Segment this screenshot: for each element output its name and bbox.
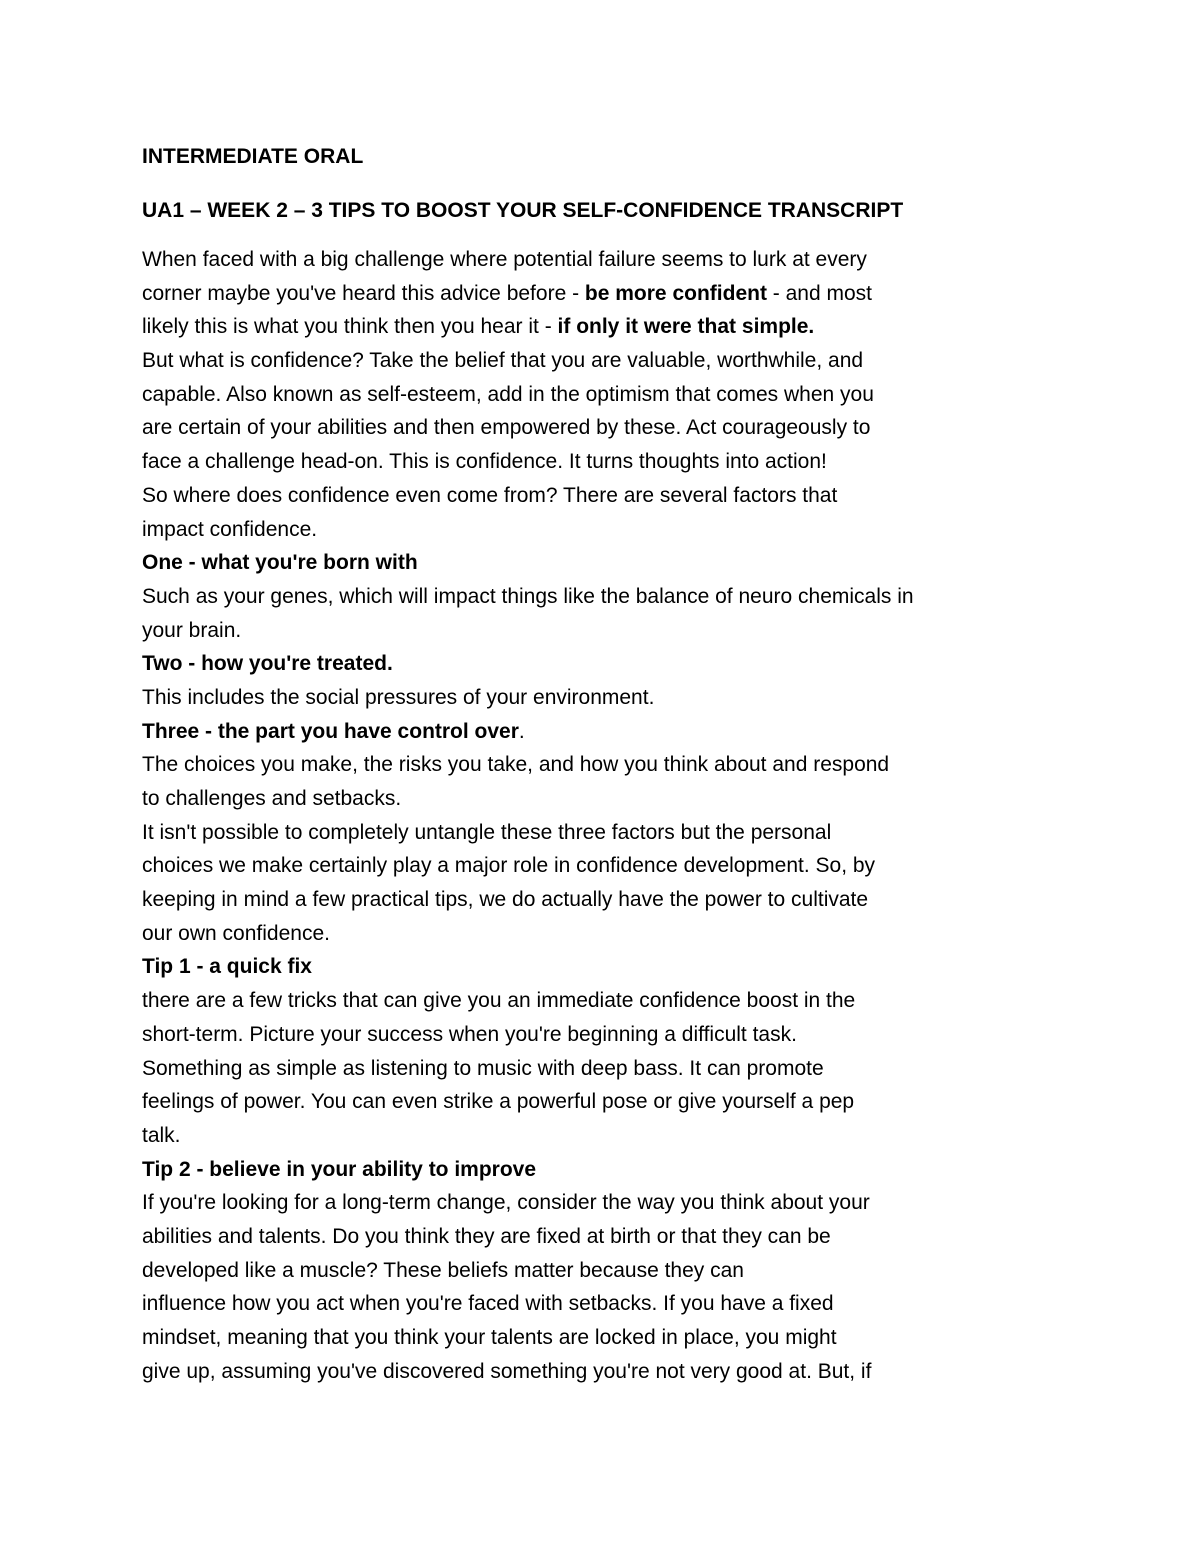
- transcript-line: [142, 715, 1082, 749]
- text-segment: The choices you make, the risks you take, and how you think about and respond: [142, 753, 890, 777]
- transcript-line: [142, 1355, 1082, 1389]
- text-segment: developed like a muscle? These beliefs matter because they can: [142, 1258, 744, 1282]
- bold-text-segment: One - what you're born with: [142, 551, 418, 575]
- text-segment: Something as simple as listening to music with deep bass. It can promote: [142, 1056, 824, 1080]
- transcript-line: [142, 513, 1082, 547]
- document-title: INTERMEDIATE ORAL: [142, 145, 364, 168]
- text-segment: talk.: [142, 1123, 181, 1147]
- transcript-line: [142, 310, 1082, 344]
- text-segment: capable. Also known as self-esteem, add in the optimism that comes when you: [142, 382, 874, 406]
- text-segment: your brain.: [142, 618, 242, 642]
- text-segment: It isn't possible to completely untangle these three factors but the personal: [142, 820, 832, 844]
- transcript-line: [142, 917, 1082, 951]
- transcript-line: [142, 445, 1082, 479]
- text-segment: feelings of power. You can even strike a powerful pose or give yourself a pep: [142, 1090, 855, 1114]
- transcript-line: [142, 1085, 1082, 1119]
- transcript-line: [142, 1220, 1082, 1254]
- text-segment: influence how you act when you're faced with setbacks. If you have a fixed: [142, 1292, 834, 1316]
- bold-text-segment: Two - how you're treated.: [142, 652, 393, 676]
- document-subtitle: UA1 – WEEK 2 – 3 TIPS TO BOOST YOUR SELF-CONFIDENCE TRANSCRIPT: [142, 199, 904, 222]
- transcript-line: [142, 411, 1082, 445]
- transcript-line: [142, 681, 1082, 715]
- bold-text-segment: Tip 2 - believe in your ability to improve: [142, 1157, 537, 1181]
- transcript-line: [142, 950, 1082, 984]
- transcript-line: [142, 1287, 1082, 1321]
- text-segment: short-term. Picture your success when you're beginning a difficult task.: [142, 1022, 797, 1046]
- text-segment: likely this is what you think then you hear it -: [142, 315, 558, 339]
- transcript-line: [142, 883, 1082, 917]
- text-segment: If you're looking for a long-term change, consider the way you think about your: [142, 1191, 870, 1215]
- transcript-line: [142, 1119, 1082, 1153]
- transcript-line: [142, 1321, 1082, 1355]
- text-segment: abilities and talents. Do you think they are fixed at birth or that they can be: [142, 1224, 831, 1248]
- bold-text-segment: be more confident: [584, 281, 767, 305]
- text-segment: are certain of your abilities and then empowered by these. Act courageously to: [142, 416, 871, 440]
- transcript-line: [142, 344, 1082, 378]
- transcript-line: [142, 1052, 1082, 1086]
- bold-text-segment: if only it were that simple.: [557, 315, 815, 339]
- text-segment: our own confidence.: [142, 921, 330, 945]
- transcript-line: [142, 849, 1082, 883]
- transcript-line: [142, 580, 1082, 614]
- transcript-line: [142, 1186, 1082, 1220]
- transcript-line: [142, 984, 1082, 1018]
- transcript-line: [142, 614, 1082, 648]
- transcript-line: [142, 277, 1082, 311]
- text-segment: But what is confidence? Take the belief that you are valuable, worthwhile, and: [142, 349, 864, 373]
- transcript-line: [142, 1018, 1082, 1052]
- bold-text-segment: Tip 1 - a quick fix: [142, 955, 312, 979]
- bold-text-segment: Three - the part you have control over: [142, 719, 519, 743]
- text-segment: choices we make certainly play a major role in confidence development. So, by: [142, 854, 876, 878]
- text-segment: face a challenge head-on. This is confidence. It turns thoughts into action!: [142, 450, 827, 474]
- transcript-body: [142, 243, 1082, 1388]
- text-segment: to challenges and setbacks.: [142, 787, 402, 810]
- transcript-line: [142, 1153, 1082, 1187]
- transcript-line: [142, 748, 1082, 782]
- text-segment: When faced with a big challenge where potential failure seems to lurk at every: [142, 248, 867, 271]
- text-segment: impact confidence.: [142, 517, 318, 541]
- document-content: [142, 143, 1082, 1388]
- transcript-line: [142, 782, 1082, 816]
- text-segment: give up, assuming you've discovered something you're not very good at. But, if: [142, 1359, 872, 1383]
- transcript-line: [142, 479, 1082, 513]
- text-segment: This includes the social pressures of your environment.: [142, 685, 655, 709]
- transcript-line: [142, 816, 1082, 850]
- transcript-line: [142, 647, 1082, 681]
- transcript-line: [142, 243, 1082, 277]
- text-segment: Such as your genes, which will impact things like the balance of neuro chemicals in: [142, 584, 914, 608]
- transcript-line: [142, 1254, 1082, 1288]
- text-segment: - and most: [766, 281, 872, 305]
- text-segment: .: [518, 719, 525, 743]
- text-segment: keeping in mind a few practical tips, we do actually have the power to cultivate: [142, 888, 869, 912]
- text-segment: there are a few tricks that can give you an immediate confidence boost in the: [142, 989, 856, 1013]
- text-segment: So where does confidence even come from? There are several factors that: [142, 483, 838, 507]
- text-segment: corner maybe you've heard this advice before -: [142, 281, 585, 305]
- text-segment: mindset, meaning that you think your talents are locked in place, you might: [142, 1326, 837, 1349]
- transcript-line: [142, 378, 1082, 412]
- transcript-line: [142, 546, 1082, 580]
